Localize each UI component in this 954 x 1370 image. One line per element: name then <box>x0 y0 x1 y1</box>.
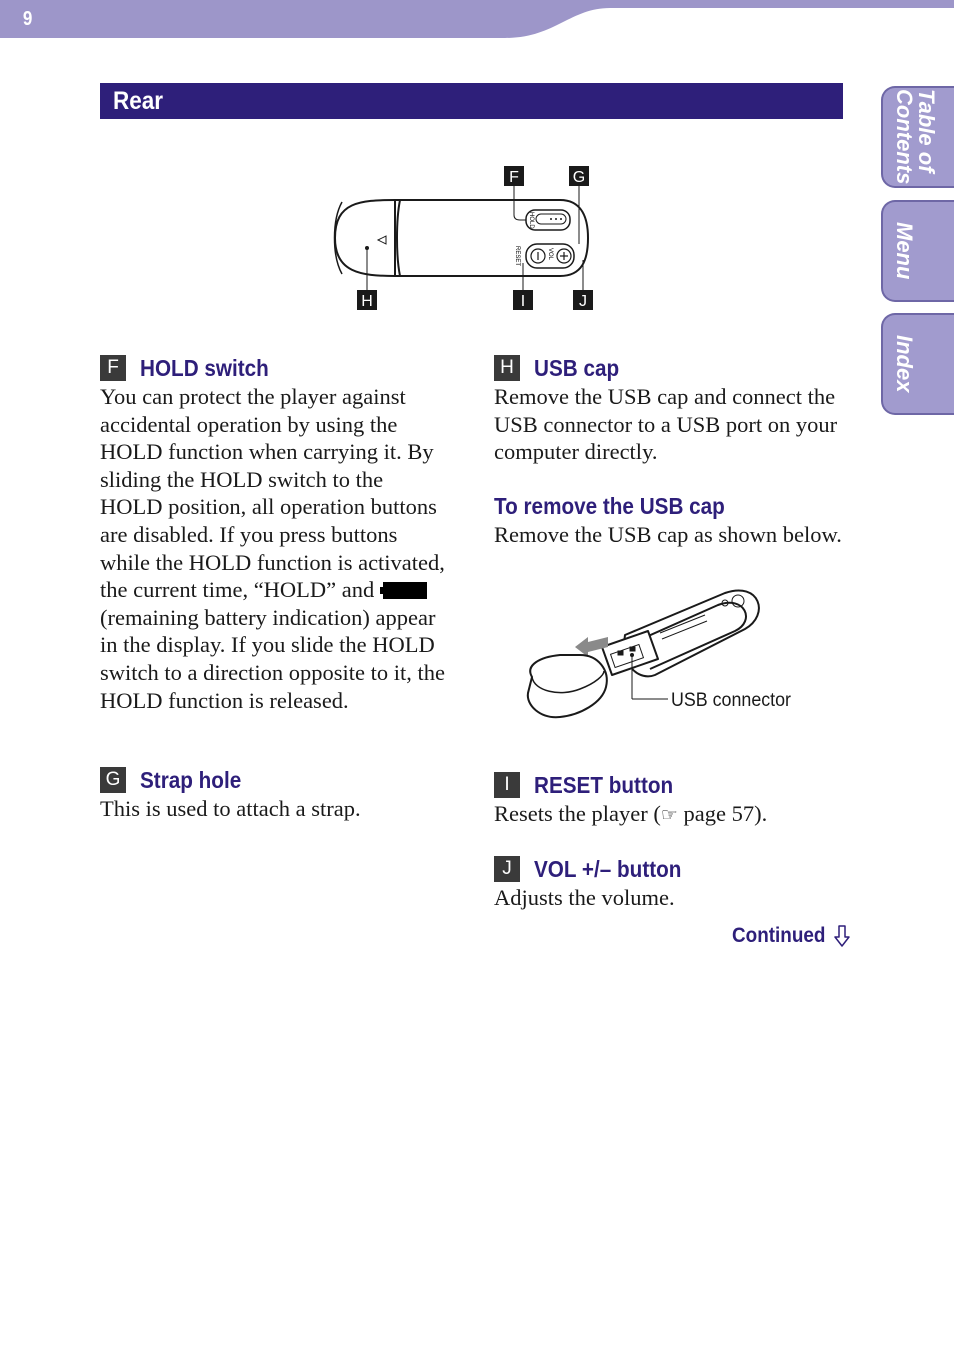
hold-switch-text-part1: You can protect the player against accidental operation by using the HOLD function when carrying it. By sliding the HOLD switch to the HOLD position, all operation buttons are disabled. If you press buttons while the HOLD function is activated, the current time, “HOLD” and <box>100 384 445 603</box>
vol-button-title: VOL +/– button <box>534 855 682 882</box>
hold-label: HOLD <box>528 212 534 229</box>
down-arrow-icon <box>834 925 850 947</box>
tab-index-label: Index <box>892 335 917 393</box>
hold-switch-text-part2: (remaining battery indication) appear in the display. If you slide the HOLD switch to a direction opposite to it, the HOLD function is released. <box>100 604 445 713</box>
tab-menu[interactable] <box>881 200 954 302</box>
tab-menu-label: Menu <box>892 222 917 280</box>
callout-j: J <box>579 293 587 310</box>
item-remove-usb-cap <box>494 491 849 549</box>
hold-switch-title: HOLD switch <box>140 354 269 381</box>
header-band <box>0 0 954 40</box>
item-reset-button <box>494 770 849 830</box>
usb-cap-title: USB cap <box>534 354 620 381</box>
reset-button-heading <box>494 770 849 800</box>
reset-text-part1: Resets the player ( <box>494 801 661 826</box>
callout-i: I <box>520 293 526 310</box>
battery-icon <box>383 582 427 599</box>
strap-hole-heading <box>100 765 450 795</box>
strap-hole-description: This is used to attach a strap. <box>100 796 361 821</box>
player-rear-diagram <box>320 160 600 320</box>
letter-i-badge: I <box>494 772 520 798</box>
usb-cap-description: Remove the USB cap and connect the USB connector to a USB port on your computer directly. <box>494 384 838 465</box>
letter-f-badge: F <box>100 355 126 381</box>
item-hold-switch <box>100 353 450 714</box>
usb-cap-heading <box>494 353 849 383</box>
hold-switch-heading <box>100 353 450 383</box>
letter-g-badge: G <box>100 767 126 793</box>
hold-switch-description <box>100 383 450 714</box>
pointing-hand-icon: ☞ <box>660 804 678 826</box>
page-number: 9 <box>22 8 33 30</box>
callout-g: G <box>572 169 586 186</box>
continued-label: Continued <box>732 924 826 947</box>
tab-index[interactable] <box>881 313 954 415</box>
letter-j-badge: J <box>494 856 520 882</box>
item-usb-cap <box>494 353 849 466</box>
reset-label: RESET <box>514 246 520 267</box>
section-title: Rear <box>113 87 164 115</box>
callout-h: H <box>361 293 373 310</box>
vol-button-heading <box>494 854 849 884</box>
item-vol-button <box>494 854 849 912</box>
tab-table-of-contents-label: Table of Contents <box>892 89 939 185</box>
vol-label: VOL <box>547 248 553 261</box>
vol-button-description: Adjusts the volume. <box>494 885 675 910</box>
reset-button-title: RESET button <box>534 771 674 798</box>
strap-hole-title: Strap hole <box>140 766 242 793</box>
reset-page-link[interactable]: page 57). <box>677 801 768 826</box>
reset-button-description <box>494 800 849 830</box>
item-strap-hole <box>100 765 450 823</box>
section-title-bar <box>100 83 843 119</box>
continued-link[interactable] <box>732 924 850 948</box>
remove-usb-cap-description: Remove the USB cap as shown below. <box>494 522 842 547</box>
letter-h-badge: H <box>494 355 520 381</box>
callout-f: F <box>509 169 519 186</box>
usb-connector-label: USB connector <box>671 690 792 711</box>
usb-cap-removal-figure <box>520 585 810 725</box>
remove-usb-cap-heading <box>494 491 849 521</box>
remove-usb-cap-title: To remove the USB cap <box>494 493 725 519</box>
tab-table-of-contents[interactable] <box>881 86 954 188</box>
